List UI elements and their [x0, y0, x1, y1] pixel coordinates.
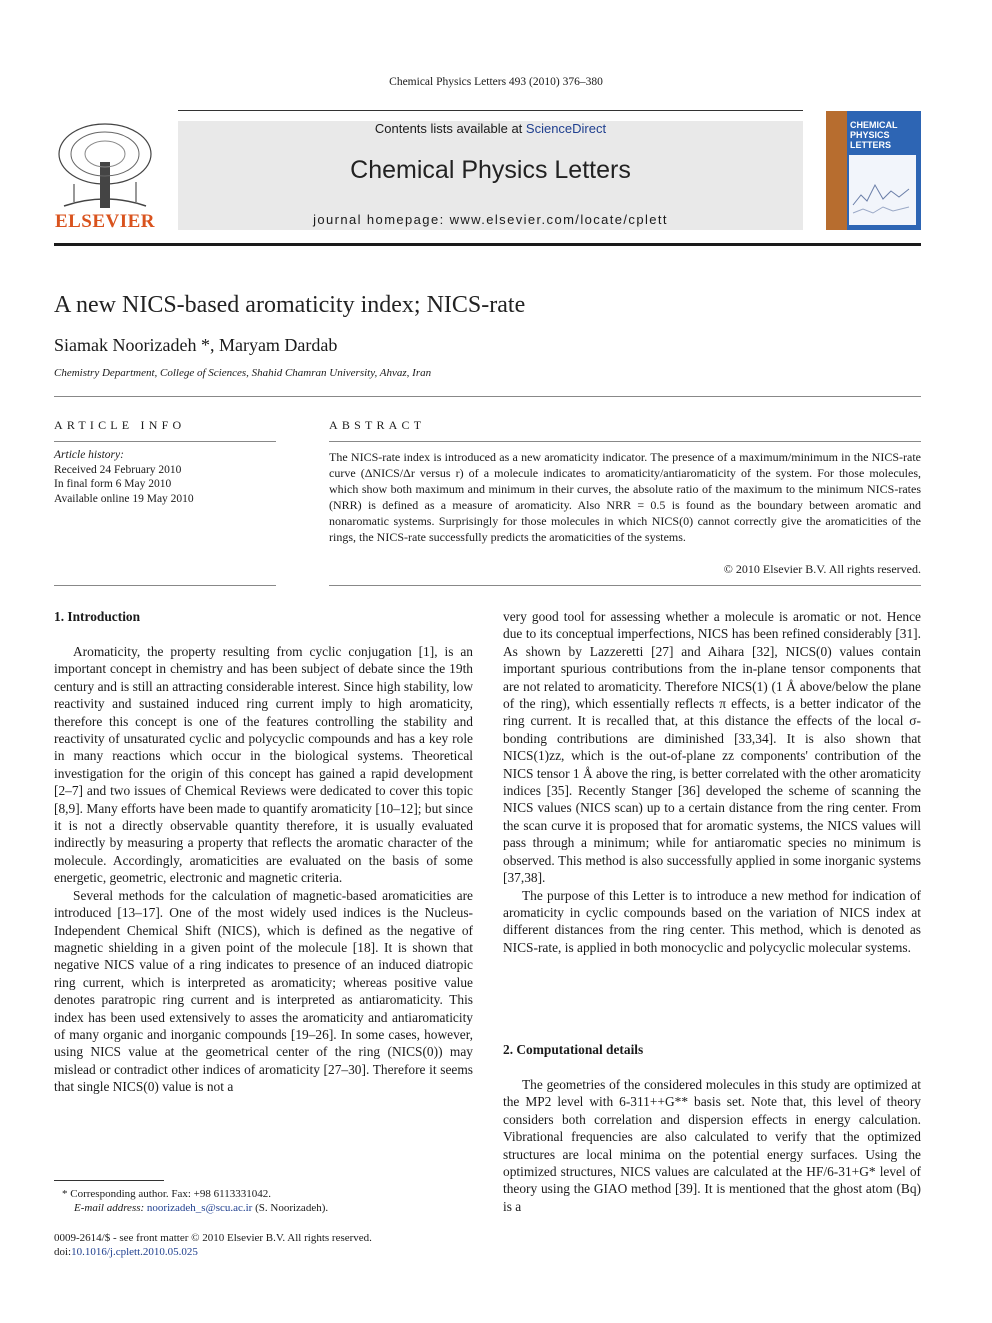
author-affiliation: Chemistry Department, College of Sciences, Shahid Chamran University, Ahvaz, Iran	[54, 367, 432, 379]
header-thick-rule	[54, 243, 921, 246]
header-top-rule	[178, 110, 803, 111]
right-paragraph-2: The purpose of this Letter is to introduce a new method for indication of aromaticity in cyclic compounds based on the variation of NICS index at different distances from the ring center. This method, which is denoted as NICS-rate, is applied in both monocyclic and polycyclic molecular systems.	[503, 887, 921, 955]
title-divider	[54, 396, 921, 397]
corresponding-author-note: * Corresponding author. Fax: +98 6113331042.	[62, 1188, 271, 1200]
intro-paragraph-2: Several methods for the calculation of magnetic-based aromaticities are introduced [13–17]. One of the most widely used indices is the Nucleus-Independent Chemical Shift (NICS), which is defined as the negative of magnetic shielding in a given point of the molecule [18]. It is shown that negative NICS value of a ring indicates to presence of an induced diatropic ring current, which is interpreted as aromaticity; whereas positive value denotes paratropic ring current and is interpreted as antiaromaticity. This index has been used extensively to asses the aromaticity and antiaromaticity of many organic and inorganic compounds [19–26]. In some cases, however, using NICS value at the geometrical center of the ring (NICS(0)) may mislead or contradict other indices of aromaticity [27–30]. Therefore it seems that single NICS(0) value is not a	[54, 887, 473, 1095]
info-top-rule	[54, 441, 276, 442]
cover-title: CHEMICAL PHYSICS LETTERS	[850, 120, 898, 150]
email-link[interactable]: noorizadeh_s@scu.ac.ir	[146, 1202, 253, 1214]
article-authors: Siamak Noorizadeh *, Maryam Dardab	[54, 335, 338, 355]
article-info-heading: ARTICLE INFO	[54, 418, 186, 432]
abstract-heading: ABSTRACT	[329, 418, 426, 432]
abstract-copyright: © 2010 Elsevier B.V. All rights reserved.	[723, 562, 921, 576]
issn-line: 0009-2614/$ - see front matter © 2010 Elsevier B.V. All rights reserved.	[54, 1232, 372, 1244]
email-note: E-mail address: noorizadeh_s@scu.ac.ir (S. Noorizadeh).	[74, 1202, 329, 1214]
contents-line: Contents lists available at ScienceDirect	[374, 121, 607, 136]
sciencedirect-link[interactable]: ScienceDirect	[525, 121, 607, 136]
computational-body	[503, 1076, 921, 1215]
doi-link[interactable]: 10.1016/j.cplett.2010.05.025	[71, 1246, 198, 1258]
doi-line: doi:10.1016/j.cplett.2010.05.025	[54, 1246, 198, 1258]
computational-heading: 2. Computational details	[503, 1042, 644, 1057]
right-paragraph-1: very good tool for assessing whether a molecule is aromatic or not. Hence due to its conceptual imperfections, NICS has been refined considerably [31]. As shown by Lazzeretti [27] and Aihara [32], NICS(0) values contain important spurious contributions from the in-plane tensor components that are not related to aromaticity. Therefore NICS(1) (1 Å above/below the plane of the ring), which essentially reflects π effects, is a better indicator of the ring current. It is recalled that, at this distance the effects of the local σ-bonding contributions are diminished [33,34]. It is also shown that NICS(1)zz, which is the out-of-plane zz components' contribution of the NICS tensor 1 Å above the ring, is better correlated with the other aromaticity indices [35]. Recently Stanger [36] developed the scheme of scanning the NICS values (NICS scan) up to a certain distance from the ring center. From the scan curve it is proposed that for aromatic systems, the NICS values will pass through a minimum; while for antiaromatic species no minimum is observed. This method is also successfully applied in some inorganic systems [37,38].	[503, 609, 921, 886]
journal-reference: Chemical Physics Letters 493 (2010) 376–380	[389, 76, 603, 88]
abstract-bottom-rule	[329, 585, 921, 586]
abstract-text: The NICS-rate index is introduced as a new aromaticity indicator. The presence of a maximum/minimum in the NICS-rate curve (ΔNICS/Δr versus r) of a molecule indicates to aromaticity/antiaromaticity of the system. For those molecules, which show both maximum and minimum in their curves, the absolute ratio of the maximum to the minimum NICS-rates (NRR) is defined as a measure of aromaticity. Also NRR = 0.5 is found as the boundary between aromatic and nonaromatic systems. Surprisingly for those molecules in which NICS(0) cannot correctly give the aromaticities of the rings, the NICS-rate successfully predicts the aromaticities of the systems.	[329, 450, 921, 544]
info-bottom-rule	[54, 585, 276, 586]
article-title: A new NICS-based aromaticity index; NICS-rate	[54, 292, 526, 318]
introduction-body	[54, 643, 473, 1096]
journal-homepage[interactable]: journal homepage: www.elsevier.com/locate/cplett	[313, 212, 668, 227]
abstract-top-rule	[329, 441, 921, 442]
introduction-heading: 1. Introduction	[54, 609, 141, 624]
article-history: Article history: Received 24 February 2010 In final form 6 May 2010 Available online 19 May 2010	[54, 449, 194, 505]
right-column-body	[503, 608, 921, 956]
intro-paragraph-1: Aromaticity, the property resulting from cyclic conjugation [1], is an important concept in chemistry and has been subject of debate since the 19th century and is still an attracting considerable interest. Since high stability, low reactivity and sustained induced ring current imply to high aromaticity, therefore this concept is one of the features controlling the stability and reactivity of unsaturated cyclic and polycyclic compounds and has a key role in many reactions which occur in the biological systems. Theoretical investigation for the origin of this concept has gained a rapid development [2–7] and two issues of Chemical Reviews were dedicated to cover this topic [8,9]. Many efforts have been made to quantify aromaticity [10–12]; but since it is not a directly observable quantity therefore, it is usually evaluated indirectly by measuring a property that reflects the aromatic character of the molecule. Accordingly, aromaticities are evaluated on the basis of some energetic, geometric, electronic and magnetic criteria.	[54, 644, 473, 886]
journal-cover-image	[826, 111, 921, 230]
journal-title: Chemical Physics Letters	[350, 156, 631, 184]
elsevier-wordmark: ELSEVIER	[54, 211, 156, 232]
footnote-rule	[54, 1180, 164, 1181]
computational-paragraph-1: The geometries of the considered molecules in this study are optimized at the MP2 level with 6-311++G** basis set. Note that, this level of theory considers both correlation and dispersion effects in energy calculation. Vibrational frequencies are also calculated to verify that the optimized structures are local minima on the potential energy surfaces. Using the optimized structures, NICS values are calculated at the HF/6-31+G* level of theory using the GIAO method [39]. It is mentioned that the ghost atom (Bq) is a	[503, 1077, 921, 1214]
